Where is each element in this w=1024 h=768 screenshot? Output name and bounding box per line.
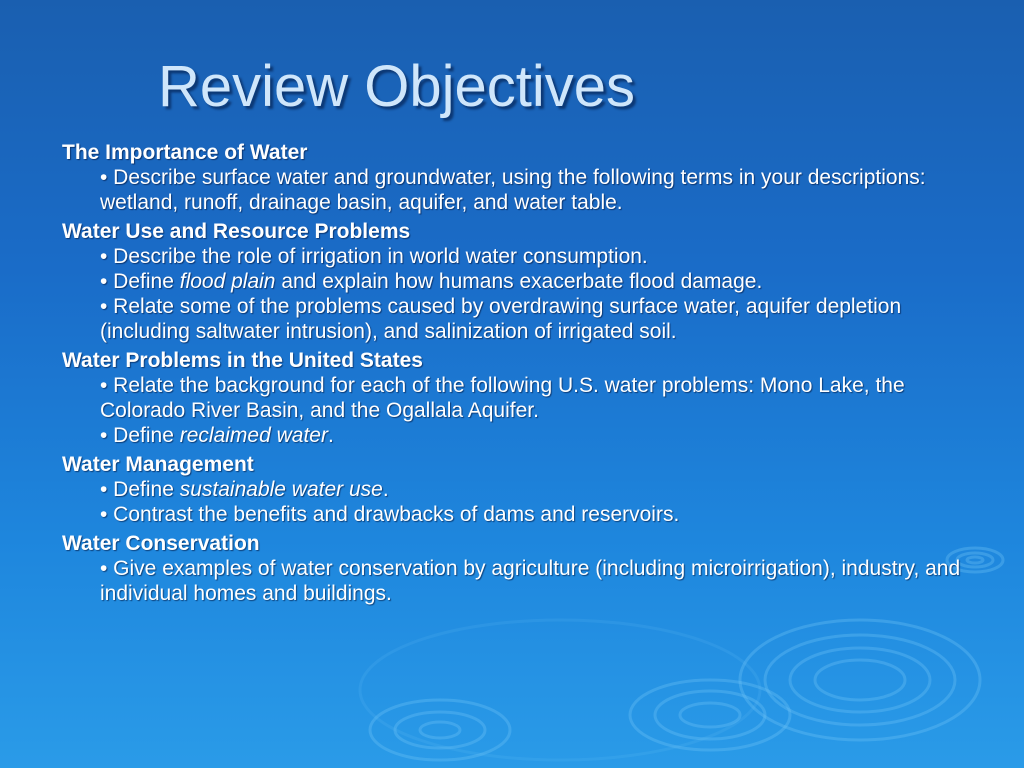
item-text: • Define xyxy=(100,478,180,501)
item-text: . xyxy=(382,478,389,501)
objective-item: • Relate some of the problems caused by overdrawing surface water, aquifer depletion (including saltwater intrusion), and salinization of irrigated soil. xyxy=(100,295,902,343)
section-heading: Water Conservation xyxy=(62,532,260,555)
section-heading: Water Use and Resource Problems xyxy=(62,220,411,243)
item-term: flood plain xyxy=(179,270,276,293)
section xyxy=(62,219,972,344)
section-heading: The Importance of Water xyxy=(62,141,308,164)
objective-item: • Contrast the benefits and drawbacks of dams and reservoirs. xyxy=(100,503,680,526)
objective-item: • Give examples of water conservation by agriculture (including microirrigation), industry, and individual homes and buildings. xyxy=(100,557,961,605)
item-text: • Define xyxy=(100,424,180,447)
item-text: and explain how humans exacerbate flood damage. xyxy=(275,270,763,293)
objective-item xyxy=(100,423,972,448)
section xyxy=(62,452,972,527)
item-term: reclaimed water xyxy=(179,424,328,447)
objectives-list xyxy=(62,140,972,610)
section-heading: Water Management xyxy=(62,453,254,476)
objective-item xyxy=(100,477,972,502)
section xyxy=(62,531,972,606)
objective-item: • Describe the role of irrigation in world water consumption. xyxy=(100,245,648,268)
objective-item: • Describe surface water and groundwater, using the following terms in your descriptions: wetland, runoff, drainage basin, aquifer, and water table. xyxy=(100,166,926,214)
section xyxy=(62,348,972,448)
objective-item: • Relate the background for each of the following U.S. water problems: Mono Lake, the Colorado River Basin, and the Ogallala Aquifer. xyxy=(100,374,905,422)
section xyxy=(62,140,972,215)
item-term: sustainable water use xyxy=(179,478,383,501)
item-text: . xyxy=(327,424,334,447)
slide-title: Review Objectives xyxy=(158,54,636,119)
item-text: • Define xyxy=(100,270,180,293)
objective-item xyxy=(100,269,972,294)
section-heading: Water Problems in the United States xyxy=(62,349,423,372)
